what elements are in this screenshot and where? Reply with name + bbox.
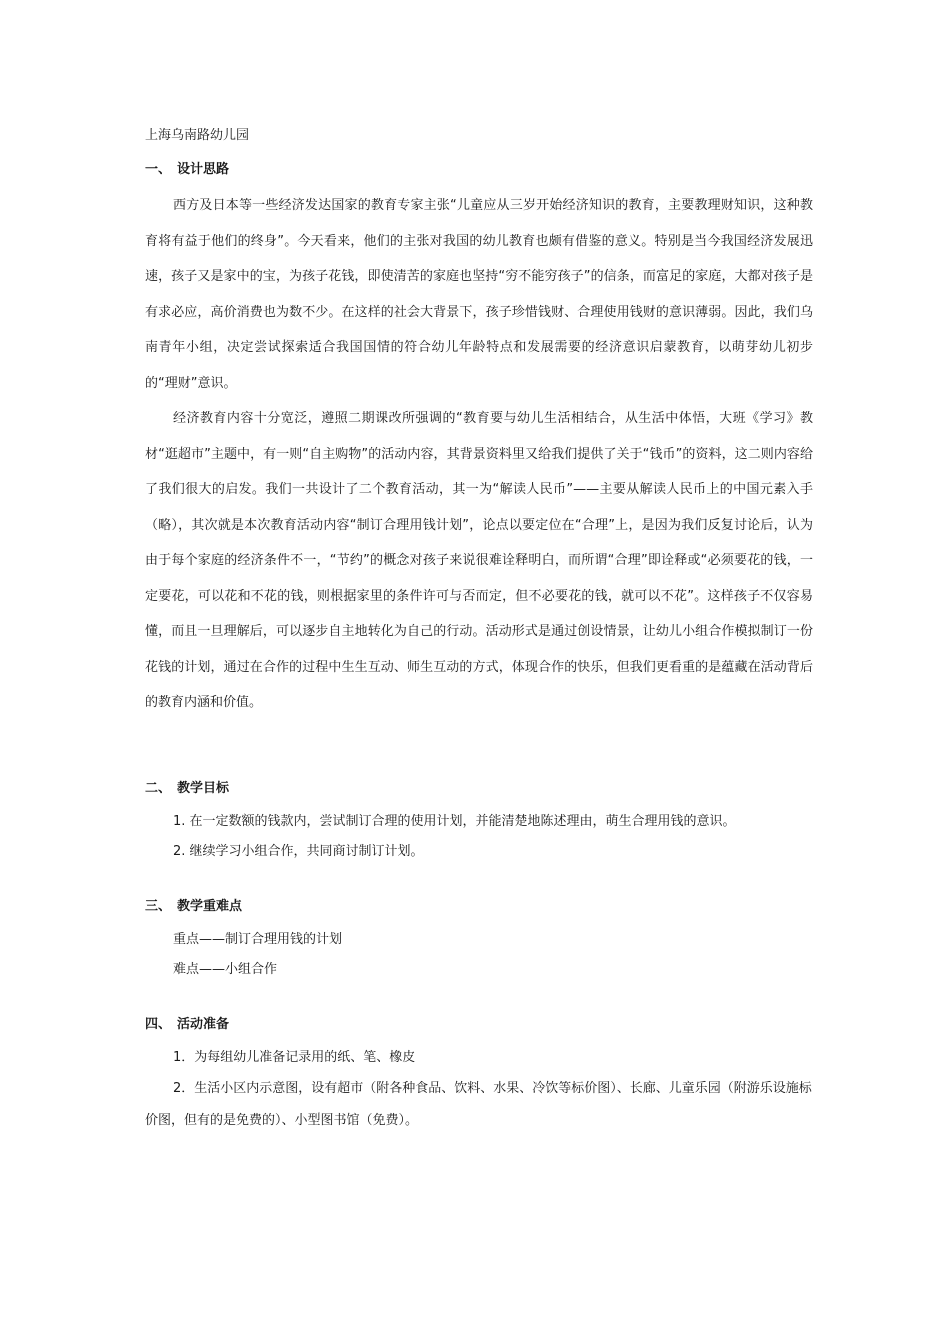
section-title: 教学目标 — [177, 780, 230, 796]
section-title: 教学重难点 — [177, 898, 243, 914]
list-item: 1. 在一定数额的钱款内，尝试制订合理的使用计划，并能清楚地陈述理由，萌生合理用钱的意识。 — [173, 813, 736, 829]
list-item: 重点——制订合理用钱的计划 — [173, 931, 343, 947]
section-preparation — [145, 1015, 813, 1137]
section-title: 设计思路 — [177, 162, 230, 177]
section-design-idea — [145, 160, 813, 721]
section-title: 活动准备 — [177, 1016, 230, 1032]
organization-name: 上海乌南路幼儿园 — [145, 128, 250, 143]
list-item: 2. 继续学习小组合作，共同商讨制订计划。 — [173, 843, 424, 859]
section-heading — [145, 779, 813, 799]
document-page — [145, 126, 813, 1137]
section-number: 四、 — [145, 1016, 172, 1032]
section-teaching-goals — [145, 779, 813, 867]
section-heading — [145, 897, 813, 917]
section-number: 二、 — [145, 780, 172, 796]
list-item: 1．为每组幼儿准备记录用的纸、笔、橡皮 — [173, 1049, 416, 1065]
section-heading — [145, 160, 813, 180]
paragraph: 西方及日本等一些经济发达国家的教育专家主张“儿童应从三岁开始经济知识的教育，主要教理财知识，这种教育将有益于他们的终身”。今天看来，他们的主张对我国的幼儿教育也颇有借鉴的意义。特别是当今我国经济发展迅速，孩子又是家中的宝，为孩子花钱，即使清苦的家庭也坚持“穷不能穷孩子”的信条，而富足的家庭，大都对孩子是有求必应，高价消费也为数不少。在这样的社会大背景下，孩子珍惜钱财、合理使用钱财的意识薄弱。因此，我们乌南青年小组，决定尝试探索适合我国国情的符合幼儿年龄特点和发展需要的经济意识启蒙教育，以萌芽幼儿初步的“理财”意识。 — [145, 198, 813, 391]
list-item: 2．生活小区内示意图，设有超市（附各种食品、饮料、水果、冷饮等标价图）、长廊、儿童乐园（附游乐设施标价图，但有的是免费的）、小型图书馆（免费）。 — [145, 1080, 812, 1128]
paragraph: 经济教育内容十分宽泛，遵照二期课改所强调的“教育要与幼儿生活相结合，从生活中体悟，大班《学习》教材“逛超市”主题中，有一则“自主购物”的活动内容，其背景资料里又给我们提供了关于“钱币”的资料，这二则内容给了我们很大的启发。我们一共设计了二个教育活动，其一为“解读人民币”——主要从解读人民币上的中国元素入手（略），其次就是本次教育活动内容“制订合理用钱计划”，论点以要定位在“合理”上，是因为我们反复讨论后，认为由于每个家庭的经济条件不一，“节约”的概念对孩子来说很难诠释明白，而所谓“合理”即诠释或“必须要花的钱，一定要花，可以花和不花的钱，则根据家里的条件许可与否而定，但不必要花的钱，就可以不花”。这样孩子不仅容易懂，而且一旦理解后，可以逐步自主地转化为自己的行动。活动形式是通过创设情景，让幼儿小组合作模拟制订一份花钱的计划，通过在合作的过程中生生互动、师生互动的方式，体现合作的快乐，但我们更看重的是蕴藏在活动背后的教育内涵和价值。 — [145, 411, 813, 710]
section-key-points — [145, 897, 813, 985]
section-number: 一、 — [145, 162, 172, 177]
section-number: 三、 — [145, 898, 172, 914]
section-heading — [145, 1015, 813, 1035]
list-item: 难点——小组合作 — [173, 961, 278, 977]
